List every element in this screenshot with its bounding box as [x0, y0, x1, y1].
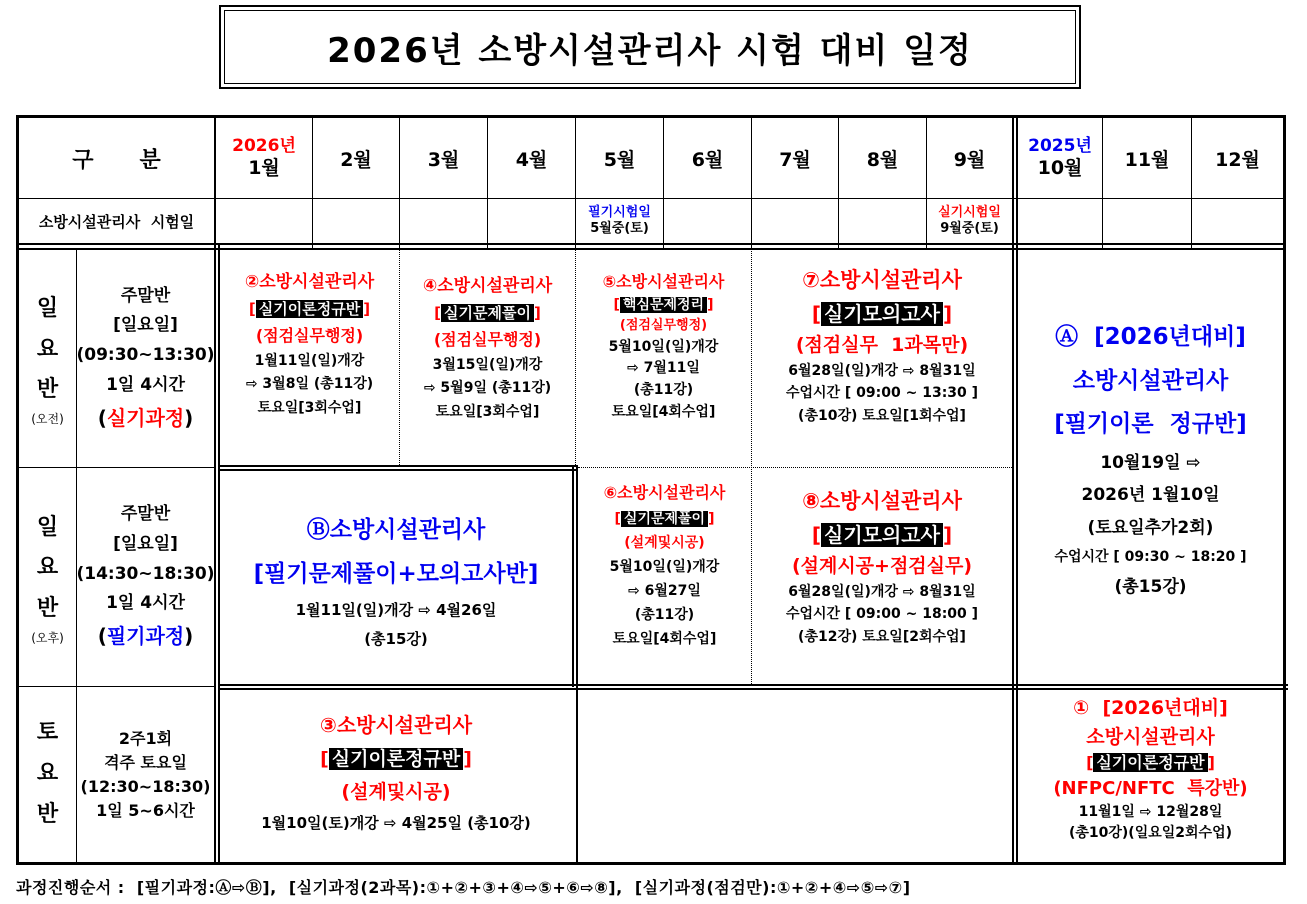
row-label-char: 반 — [36, 595, 59, 621]
row-desc-line: [일요일] — [113, 533, 178, 554]
block-line-c1-top — [1016, 684, 1286, 686]
month-label: 6월 — [691, 148, 724, 171]
month-label: 2월 — [340, 148, 372, 171]
row-label-char: 일 — [36, 296, 59, 322]
month-label: 11월 — [1124, 148, 1170, 171]
course-line: (총15강) — [1114, 576, 1187, 597]
month-label: 3월 — [427, 148, 460, 171]
row-desc-line: (14:30~18:30) — [76, 563, 215, 584]
row-label-char: 토 — [36, 720, 59, 746]
course-line: 10월19일 ⇨ — [1100, 453, 1201, 474]
course-line: 11월1일 ⇨ 12월28일 — [1078, 804, 1223, 820]
month-label: 9월 — [953, 148, 986, 171]
course-title: ① [2026년대비] — [1073, 697, 1228, 719]
col-line-label — [214, 115, 216, 865]
course-tag: [ 핵심문제정리 ] — [613, 296, 714, 313]
month-label: 4월 — [515, 148, 548, 171]
course-line: (토요일추가2회) — [1087, 517, 1214, 538]
month-label: 8월 — [866, 148, 899, 171]
row-desc-line: 1일 4시간 — [106, 374, 185, 395]
course-tag: [ 실기이론정규반 ] — [1086, 753, 1215, 772]
course-subtitle: (설계및시공) — [624, 534, 705, 551]
title-text: 2026년 소방시설관리사 시험 대비 일정 — [327, 30, 973, 71]
course-tag: [ 실기이론정규반 ] — [320, 748, 472, 770]
course-type-text: 실기과정 — [106, 405, 185, 430]
course-2 — [220, 252, 399, 464]
row-label-char: 반 — [36, 801, 59, 827]
month-label: 10월 — [1037, 156, 1083, 179]
course-subtitle: (설계시공+점검실무) — [791, 554, 973, 577]
row-desc-line: (09:30~13:30) — [76, 345, 215, 365]
course-line: 5월10일(일)개강 — [608, 338, 719, 355]
course-line: 토요일[3회수업] — [435, 404, 540, 421]
course-tag-text: 실기모의고사 — [821, 302, 943, 326]
course-title: Ⓐ [2026년대비] — [1055, 324, 1246, 350]
header-month-6 — [664, 118, 751, 198]
row-desc-line: 1일 5~6시간 — [96, 800, 195, 820]
course-line: ⇨ 6월27일 — [628, 582, 701, 599]
row-desc-sun-am — [77, 250, 214, 467]
table-border-right — [1283, 115, 1286, 865]
course-tag-text: 핵심문제정리 — [620, 297, 707, 313]
exam-row-bottom — [16, 243, 1286, 245]
course-subtitle: (설계및시공) — [341, 781, 451, 804]
block-line-am-bottom-a — [218, 465, 578, 467]
row-desc-line: (12:30~18:30) — [80, 776, 211, 796]
course-a — [1018, 252, 1283, 684]
header-category — [19, 118, 214, 198]
course-line: 수업시간 [ 09:00 ~ 13:30 ] — [785, 385, 979, 402]
course-line: 수업시간 [ 09:30 ~ 18:20 ] — [1054, 548, 1247, 565]
course-order-text: 과정진행순서 : [필기과정:Ⓐ⇨Ⓑ], [실기과정(2과목):①+②+③+④⇨⑤+⑥⇨⑧], [실기과정(점검만):①+②+④⇨⑤⇨⑦] — [16, 878, 911, 897]
course-line: (총10강)(일요일2회수업) — [1068, 825, 1232, 841]
course-tag-text: 실기문제풀이 — [441, 304, 534, 322]
course-tag-text: 실기이론정규반 — [329, 748, 463, 770]
course-line: 6월28일(일)개강 ⇨ 8월31일 — [788, 362, 976, 379]
course-line: (총10강) 토요일[1회수업] — [798, 407, 966, 424]
course-title: ⑥소방시설관리사 — [603, 483, 726, 502]
header-month-11 — [1103, 118, 1191, 198]
year-2025-label: 2025년 — [1028, 135, 1092, 156]
year-2026-label: 2026년 — [232, 135, 296, 156]
block-line-am-bottom-c — [578, 467, 1012, 469]
header-month-9 — [927, 118, 1012, 198]
course-tag-text: 실기이론정규반 — [1093, 753, 1207, 772]
course-6 — [578, 471, 751, 684]
course-title: ⑧소방시설관리사 — [802, 489, 962, 513]
course-order-note — [16, 875, 911, 898]
course-tag-text: 실기문제풀이 — [621, 511, 708, 527]
course-title: ⑤소방시설관리사 — [602, 272, 725, 291]
course-subtitle: (점검실무 1과목만) — [795, 333, 969, 356]
header-month-7 — [752, 118, 838, 198]
course-8 — [752, 471, 1012, 684]
course-7 — [752, 252, 1012, 464]
course-subtitle: (NFPC/NFTC 특강반) — [1053, 778, 1248, 799]
course-subtitle: (점검실무행정) — [255, 326, 364, 346]
course-line: 2026년 1월10일 — [1081, 485, 1220, 506]
month-label: 12월 — [1215, 148, 1260, 171]
course-line: 3월15일(일)개강 — [432, 356, 543, 373]
row-desc-line: 격주 토요일 — [104, 752, 187, 772]
header-month-3 — [400, 118, 487, 198]
paren-open: ( — [97, 624, 107, 648]
course-type-text: 필기과정 — [106, 624, 185, 648]
exam-row-label-text: 소방시설관리사 시험일 — [38, 212, 195, 231]
header-month-2 — [313, 118, 399, 198]
header-month-4 — [488, 118, 575, 198]
course-5 — [576, 252, 751, 464]
header-month-5 — [576, 118, 663, 198]
header-month-1 — [216, 118, 312, 198]
written-exam-date: 5월중(토) — [590, 221, 649, 236]
month-label: 7월 — [779, 148, 811, 171]
header-month-12 — [1192, 118, 1283, 198]
header-month-10 — [1018, 118, 1102, 198]
course-tag: [ 실기문제풀이 ] — [434, 303, 541, 322]
course-tag-text: 실기이론정규반 — [256, 300, 363, 318]
practical-exam-title: 실기시험일 — [938, 204, 1001, 220]
row-label-char: 요 — [36, 555, 59, 581]
row-label-char: 요 — [36, 761, 59, 787]
course-title: ④소방시설관리사 — [422, 276, 553, 296]
month-label: 1월 — [248, 156, 280, 179]
course-line: 1월10일(토)개강 ⇨ 4월25일 (총10강) — [261, 813, 531, 832]
course-subtitle: (점검실무행정) — [433, 330, 542, 350]
month-label: 5월 — [603, 148, 636, 171]
exam-row-label — [19, 199, 214, 243]
written-exam-cell — [576, 199, 663, 243]
course-line: 1월11일(일)개강 ⇨ 4월26일 — [295, 601, 497, 620]
course-line: ⇨ 5월9일 (총11강) — [423, 380, 552, 397]
course-tag: [ 실기문제풀이 ] — [614, 510, 715, 527]
header-category-text: 구 분 — [72, 147, 161, 173]
course-line: 5월10일(일)개강 — [609, 558, 720, 575]
table-border-bottom — [16, 862, 1286, 865]
course-title: ⑦소방시설관리사 — [802, 268, 962, 292]
course-tag-text: 실기모의고사 — [821, 523, 943, 547]
course-title: Ⓑ소방시설관리사 — [306, 517, 486, 543]
paren-open: ( — [97, 405, 107, 430]
course-title-line: [필기문제풀이+모의고사반] — [253, 560, 539, 587]
row-desc-line: 2주1회 — [118, 728, 173, 748]
course-subtitle: (점검실무행정) — [619, 318, 708, 334]
course-tag: [ 실기이론정규반 ] — [248, 299, 371, 318]
course-line: (총15강) — [364, 629, 428, 648]
header-month-8 — [839, 118, 926, 198]
course-line: ⇨ 3월8일 (총11강) — [245, 376, 374, 393]
row-label-sub: (오후) — [31, 630, 64, 645]
course-tag: [ 실기모의고사 ] — [811, 301, 953, 326]
course-line: 토요일[4회수업] — [611, 403, 716, 420]
course-line: 1월11일(일)개강 — [254, 352, 365, 369]
course-3 — [220, 690, 572, 862]
row-label-char: 반 — [36, 377, 59, 403]
row-label-sub: (오전) — [31, 412, 64, 427]
row-label-char: 일 — [36, 514, 59, 540]
row-desc-line: 1일 4시간 — [106, 593, 185, 614]
course-line: 6월28일(일)개강 ⇨ 8월31일 — [788, 583, 976, 600]
written-exam-title: 필기시험일 — [588, 204, 651, 220]
practical-exam-cell — [927, 199, 1012, 243]
block-line-b-right-a — [572, 465, 574, 687]
course-title: ③소방시설관리사 — [319, 713, 473, 737]
course-title: ②소방시설관리사 — [244, 272, 375, 292]
course-title-line: [필기이론 정규반] — [1054, 411, 1247, 438]
paren-close: ) — [184, 624, 194, 648]
course-type — [98, 619, 194, 654]
course-type — [98, 401, 194, 436]
row-label-sun-pm — [19, 468, 76, 686]
course-line: 수업시간 [ 09:00 ~ 18:00 ] — [785, 606, 979, 623]
course-line: ⇨ 7월11일 — [627, 360, 700, 377]
course-line: 토요일[3회수업] — [257, 400, 362, 417]
course-b — [220, 471, 572, 684]
row-desc-line: 주말반 — [120, 285, 171, 306]
paren-close: ) — [184, 405, 194, 430]
row-label-sat — [19, 687, 76, 862]
course-line: 토요일[4회수업] — [612, 630, 717, 647]
course-line: (총12강) 토요일[2회수업] — [798, 628, 966, 645]
col-line-m9a — [1012, 115, 1014, 865]
course-tag: [ 실기모의고사 ] — [811, 522, 953, 547]
row-desc-sat — [77, 687, 214, 862]
course-title-line: 소방시설관리사 — [1086, 725, 1215, 748]
course-line: (총11강) — [634, 606, 695, 623]
row-desc-sun-pm — [77, 468, 214, 686]
row-label-char: 요 — [36, 336, 59, 362]
row-desc-line: [일요일] — [113, 315, 178, 336]
course-1 — [1018, 690, 1283, 862]
practical-exam-date: 9월중(토) — [940, 221, 999, 236]
course-line: (총11강) — [633, 382, 694, 398]
row-label-sun-am — [19, 250, 76, 467]
row-desc-line: 주말반 — [120, 504, 171, 524]
course-4 — [400, 252, 575, 464]
page-title — [219, 5, 1081, 89]
course-title-line: 소방시설관리사 — [1072, 367, 1229, 394]
